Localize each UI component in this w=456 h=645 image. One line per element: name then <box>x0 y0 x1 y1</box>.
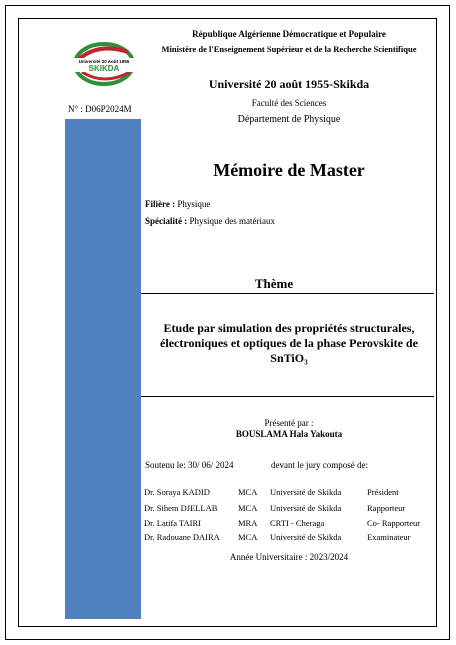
specialite-line <box>145 216 275 226</box>
jury-grade: MRA <box>238 518 258 528</box>
jury-institution: Université de Skikda <box>270 532 342 542</box>
jury-grade: MCA <box>238 503 258 513</box>
subject-title <box>141 321 437 366</box>
theme-label: Thème <box>254 276 294 291</box>
jury-role: Rapporteur <box>367 503 406 513</box>
filiere-value: Physique <box>177 199 211 209</box>
department-name: Département de Physique <box>237 114 341 125</box>
subject-line-2: électroniques et optiques de la phase Perovskite de <box>160 336 418 350</box>
theme-top-divider <box>141 293 434 294</box>
jury-role: Examinateur <box>367 532 411 542</box>
jury-table <box>144 484 420 544</box>
jury-institution: CRTI - Cheraga <box>270 518 325 528</box>
table-row <box>144 500 420 516</box>
filiere-line <box>145 199 210 209</box>
table-row <box>144 484 420 500</box>
document-title: Mémoire de Master <box>213 160 365 180</box>
jury-role: Président <box>367 487 399 497</box>
filiere-label: Filière : <box>145 199 176 209</box>
jury-role: Co- Rapporteur <box>367 518 421 528</box>
academic-year: Année Universitaire : 2023/2024 <box>229 552 349 562</box>
theme-bottom-divider <box>141 396 434 397</box>
defense-date: Soutenu le: 30/ 06/ 2024 <box>145 460 234 470</box>
jury-grade: MCA <box>238 487 258 497</box>
author-name: BOUSLAMA Hala Yakouta <box>235 429 343 439</box>
specialite-label: Spécialité : <box>145 216 188 226</box>
jury-institution: Université de Skikda <box>270 487 342 497</box>
table-row <box>144 516 420 530</box>
reference-number: N° : D06P2024M <box>68 104 132 114</box>
jury-name: Dr. Radouane DAIRA <box>144 532 220 542</box>
jury-name: Dr. Latifa TAIRI <box>144 518 201 528</box>
subject-line-1: Etude par simulation des propriétés structurales, <box>163 321 415 335</box>
jury-grade: MCA <box>238 532 258 542</box>
specialite-value: Physique des matériaux <box>189 216 275 226</box>
jury-name: Dr. Sihem DJELLAB <box>144 503 218 513</box>
jury-institution: Université de Skikda <box>270 503 342 513</box>
table-row <box>144 530 420 544</box>
jury-name: Dr. Soraya KADID <box>144 487 210 497</box>
logo-text-main: SKIKDA <box>88 64 120 73</box>
decorative-blue-bar <box>65 119 141 619</box>
logo-text-top: Université 20 Août 1955 <box>78 59 130 64</box>
presented-by-label: Présenté par : <box>264 418 314 428</box>
subject-line-3: SnTiO₃ <box>270 351 308 365</box>
university-logo <box>68 38 146 90</box>
ministry-line: Ministère de l'Enseignement Supérieur et de la Recherche Scientifique <box>161 44 417 54</box>
faculty-name: Faculté des Sciences <box>251 98 327 108</box>
republic-line: République Algérienne Démocratique et Populaire <box>192 29 386 39</box>
university-name: Université 20 août 1955-Skikda <box>208 77 370 91</box>
jury-intro: devant le jury composé de: <box>271 460 368 470</box>
